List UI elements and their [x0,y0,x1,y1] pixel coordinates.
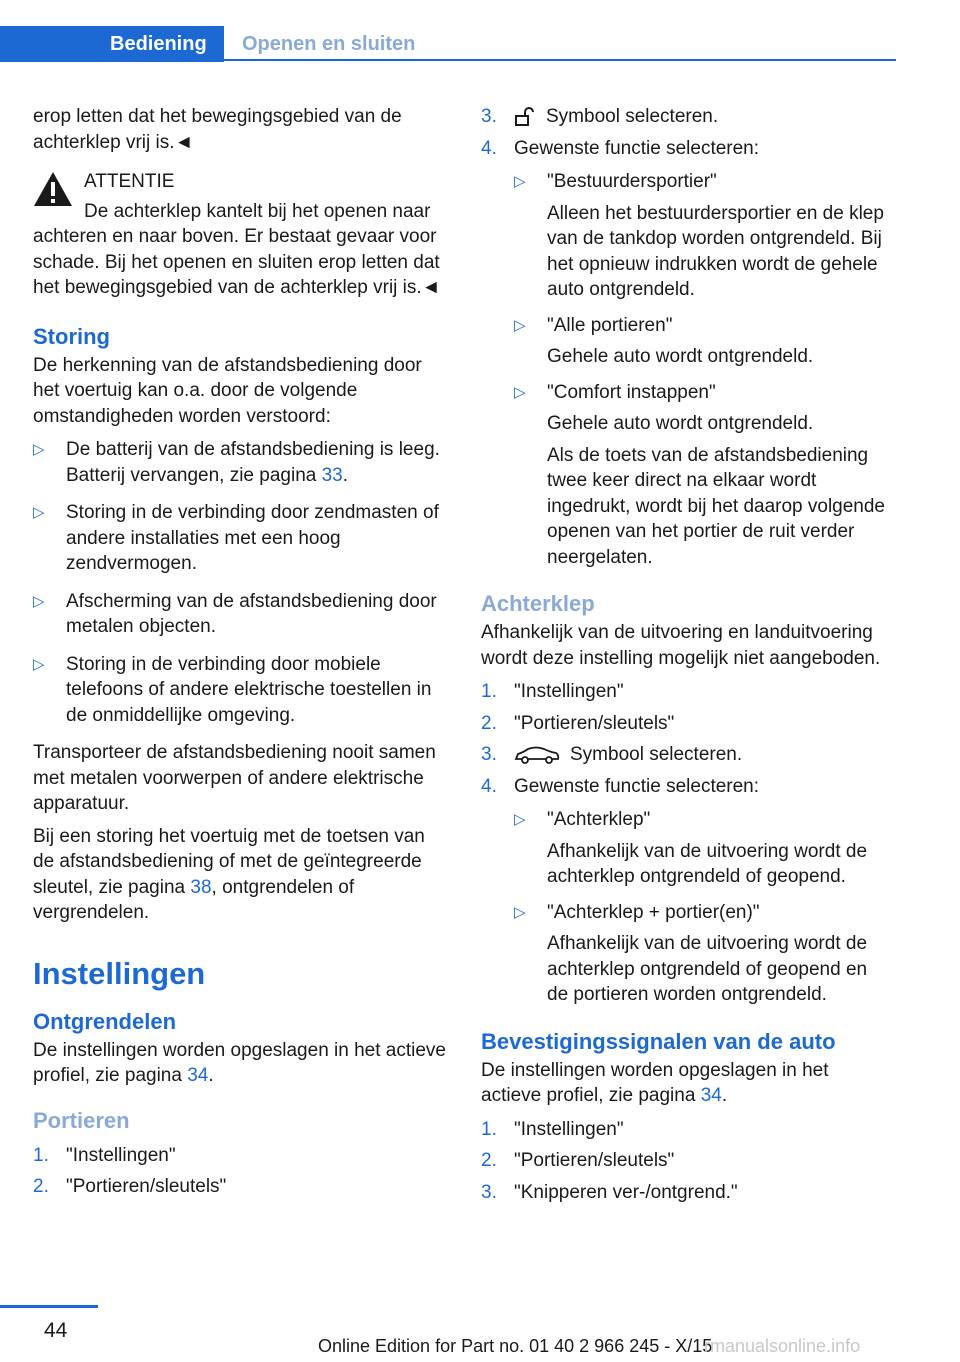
page-link-33[interactable]: 33 [321,464,343,486]
triangle-bullet-icon: ▷ [514,173,526,190]
step-item: 2. "Portieren/sleutels" [33,1176,227,1197]
triangle-bullet-icon: ▷ [514,383,526,401]
storing-intro: De herkenning van de afstandsbediening door het voertuig kan o.a. door de volgende omstandigheden worden verstoord: [33,354,422,427]
ontgrendelen-heading: Ontgrendelen [33,1008,177,1034]
warning-text: achteren en naar boven. Er bestaat gevaar voor schade. Bij het openen en sluiten erop letten dat het bewegingsgebied van de achterklep vrij is.◄ [33,226,441,298]
step-item: 2. "Portieren/sleutels" [481,1150,675,1171]
car-icon [514,745,560,765]
list-item: ▷ "Comfort instappen" Gehele auto wordt ontgrendeld. Als de toets van de afstandsbediening twee keer direct na elkaar wordt ingedrukt, wordt bij het daarop volgende openen van het portier de ruit verder neergelaten. [514,381,886,568]
list-item: ▷ Storing in de verbinding door zendmasten of andere installaties met een hoog zendvermogen. [33,502,439,574]
page-link-38[interactable]: 38 [190,876,212,898]
bevestiging-steps [481,1117,893,1206]
page-link-34[interactable]: 34 [700,1085,722,1106]
storing-heading: Storing [33,323,110,349]
page-link-34[interactable]: 34 [187,1065,209,1086]
list-item: ▷ De batterij van de afstandsbediening is leeg. Batterij vervangen, zie pagina 33. [33,439,440,486]
step-item: 1. "Instellingen" [481,1118,624,1140]
triangle-bullet-icon: ▷ [33,441,45,458]
step-item: 2. "Portieren/sleutels" [481,712,675,734]
step-item: 4. Gewenste functie selecteren: ▷ "Bestuurdersportier" Alleen het bestuurdersportier en de klep van de tankdop worden ontgrendeld. Bij het opnieuw indrukken wordt de gehele auto ontgrendeld. ▷ "Alle portieren" Gehele auto wordt ontgrendeld. ▷ "Comfort instappen" Gehele auto wordt ontgrendeld. Als de toets van de afstandsbediening twee keer direct na elkaar wordt ingedrukt, wordt bij het daarop volgende openen van het portier de ruit verder neergelaten. [481,136,893,575]
function-options [514,169,893,574]
list-item: ▷ "Achterklep + portier(en)" Afhankelijk van de uitvoering wordt de achterklep ontgrendeld of geopend en de portieren worden ontgrendeld. [514,901,868,1005]
achterklep-text: Afhankelijk van de uitvoering en landuitvoering wordt deze instelling mogelijk niet aangeboden. [481,622,881,669]
storing-paragraph-2: Bij een storing het voertuig met de toetsen van de afstandsbediening of met de geïntegreerde sleutel, zie pagina 38, ontgrendelen of vergrendelen. [33,825,425,923]
header-rule [224,59,896,61]
watermark: rmanualsonline.info [704,1336,861,1356]
warning-triangle-icon [33,171,73,207]
triangle-bullet-icon: ▷ [514,316,526,334]
achterklep-options [514,807,893,1012]
step-item: 3. "Knipperen ver-/ontgrend." [481,1181,738,1203]
portieren-steps [33,1143,451,1200]
triangle-bullet-icon: ▷ [33,655,45,673]
step-item: 3. Symbool selecteren. [481,744,743,765]
tab-bediening[interactable]: Bediening [0,26,224,62]
intro-text: erop letten dat het bewegingsgebied van de achterklep vrij is.◄ [33,106,402,153]
portieren-heading: Portieren [33,1107,130,1133]
tab-openen-en-sluiten[interactable]: Openen en sluiten [242,33,416,55]
triangle-bullet-icon: ▷ [33,592,45,610]
achterklep-steps [481,679,893,1012]
bevestiging-heading: Bevestigingssignalen van de auto [481,1028,836,1054]
right-column [481,104,893,1211]
warning-block [33,169,451,301]
instellingen-heading: Instellingen [33,955,206,991]
step-item: 4. Gewenste functie selecteren: ▷ "Achterklep" Afhankelijk van de uitvoering wordt de achterklep ontgrendeld of geopend. ▷ "Achterklep + portier(en)" Afhankelijk van de uitvoering wordt de achterklep ontgrendeld of geopend en de portieren worden ontgrendeld. [481,774,893,1012]
storing-paragraph-1: Transporteer de afstandsbediening nooit samen met metalen voorwerpen of andere elektrische apparatuur. [33,742,436,814]
step-item: 3. Symbool selecteren. [481,106,719,127]
portieren-steps-cont [481,104,893,574]
warning-title: ATTENTIE [84,171,175,192]
left-column [33,104,451,1206]
warning-first-line: De achterklep kantelt bij het openen naar [84,200,431,222]
triangle-bullet-icon: ▷ [33,504,45,521]
list-item: ▷ Storing in de verbinding door mobiele telefoons of andere elektrische toestellen in de onmiddellijke omgeving. [33,653,432,726]
triangle-bullet-icon: ▷ [514,903,526,921]
instellingen-text: De instellingen worden opgeslagen in het actieve profiel, zie pagina 34. [33,1039,446,1086]
list-item: ▷ "Alle portieren" Gehele auto wordt ontgrendeld. [514,314,814,367]
achterklep-heading: Achterklep [481,591,595,616]
list-item: ▷ "Bestuurdersportier" Alleen het bestuurdersportier en de klep van de tankdop worden ontgrendeld. Bij het opnieuw indrukken wordt de gehele auto ontgrendeld. [514,171,884,300]
storing-list [33,437,451,732]
edition-text: Online Edition for Part no. 01 40 2 966 245 - X/15 [318,1336,713,1356]
list-item: ▷ Afscherming van de afstandsbediening door metalen objecten. [33,590,437,637]
unlock-icon [514,107,536,127]
page-number: 44 [44,1319,68,1342]
page-header [0,26,896,62]
step-item: 1. "Instellingen" [33,1144,176,1166]
footer-rule [0,1305,98,1308]
bevestiging-text: De instellingen worden opgeslagen in het actieve profiel, zie pagina 34. [481,1059,829,1106]
list-item: ▷ "Achterklep" Afhankelijk van de uitvoering wordt de achterklep ontgrendeld of geopend. [514,809,868,887]
step-item: 1. "Instellingen" [481,681,624,702]
triangle-bullet-icon: ▷ [514,811,526,828]
